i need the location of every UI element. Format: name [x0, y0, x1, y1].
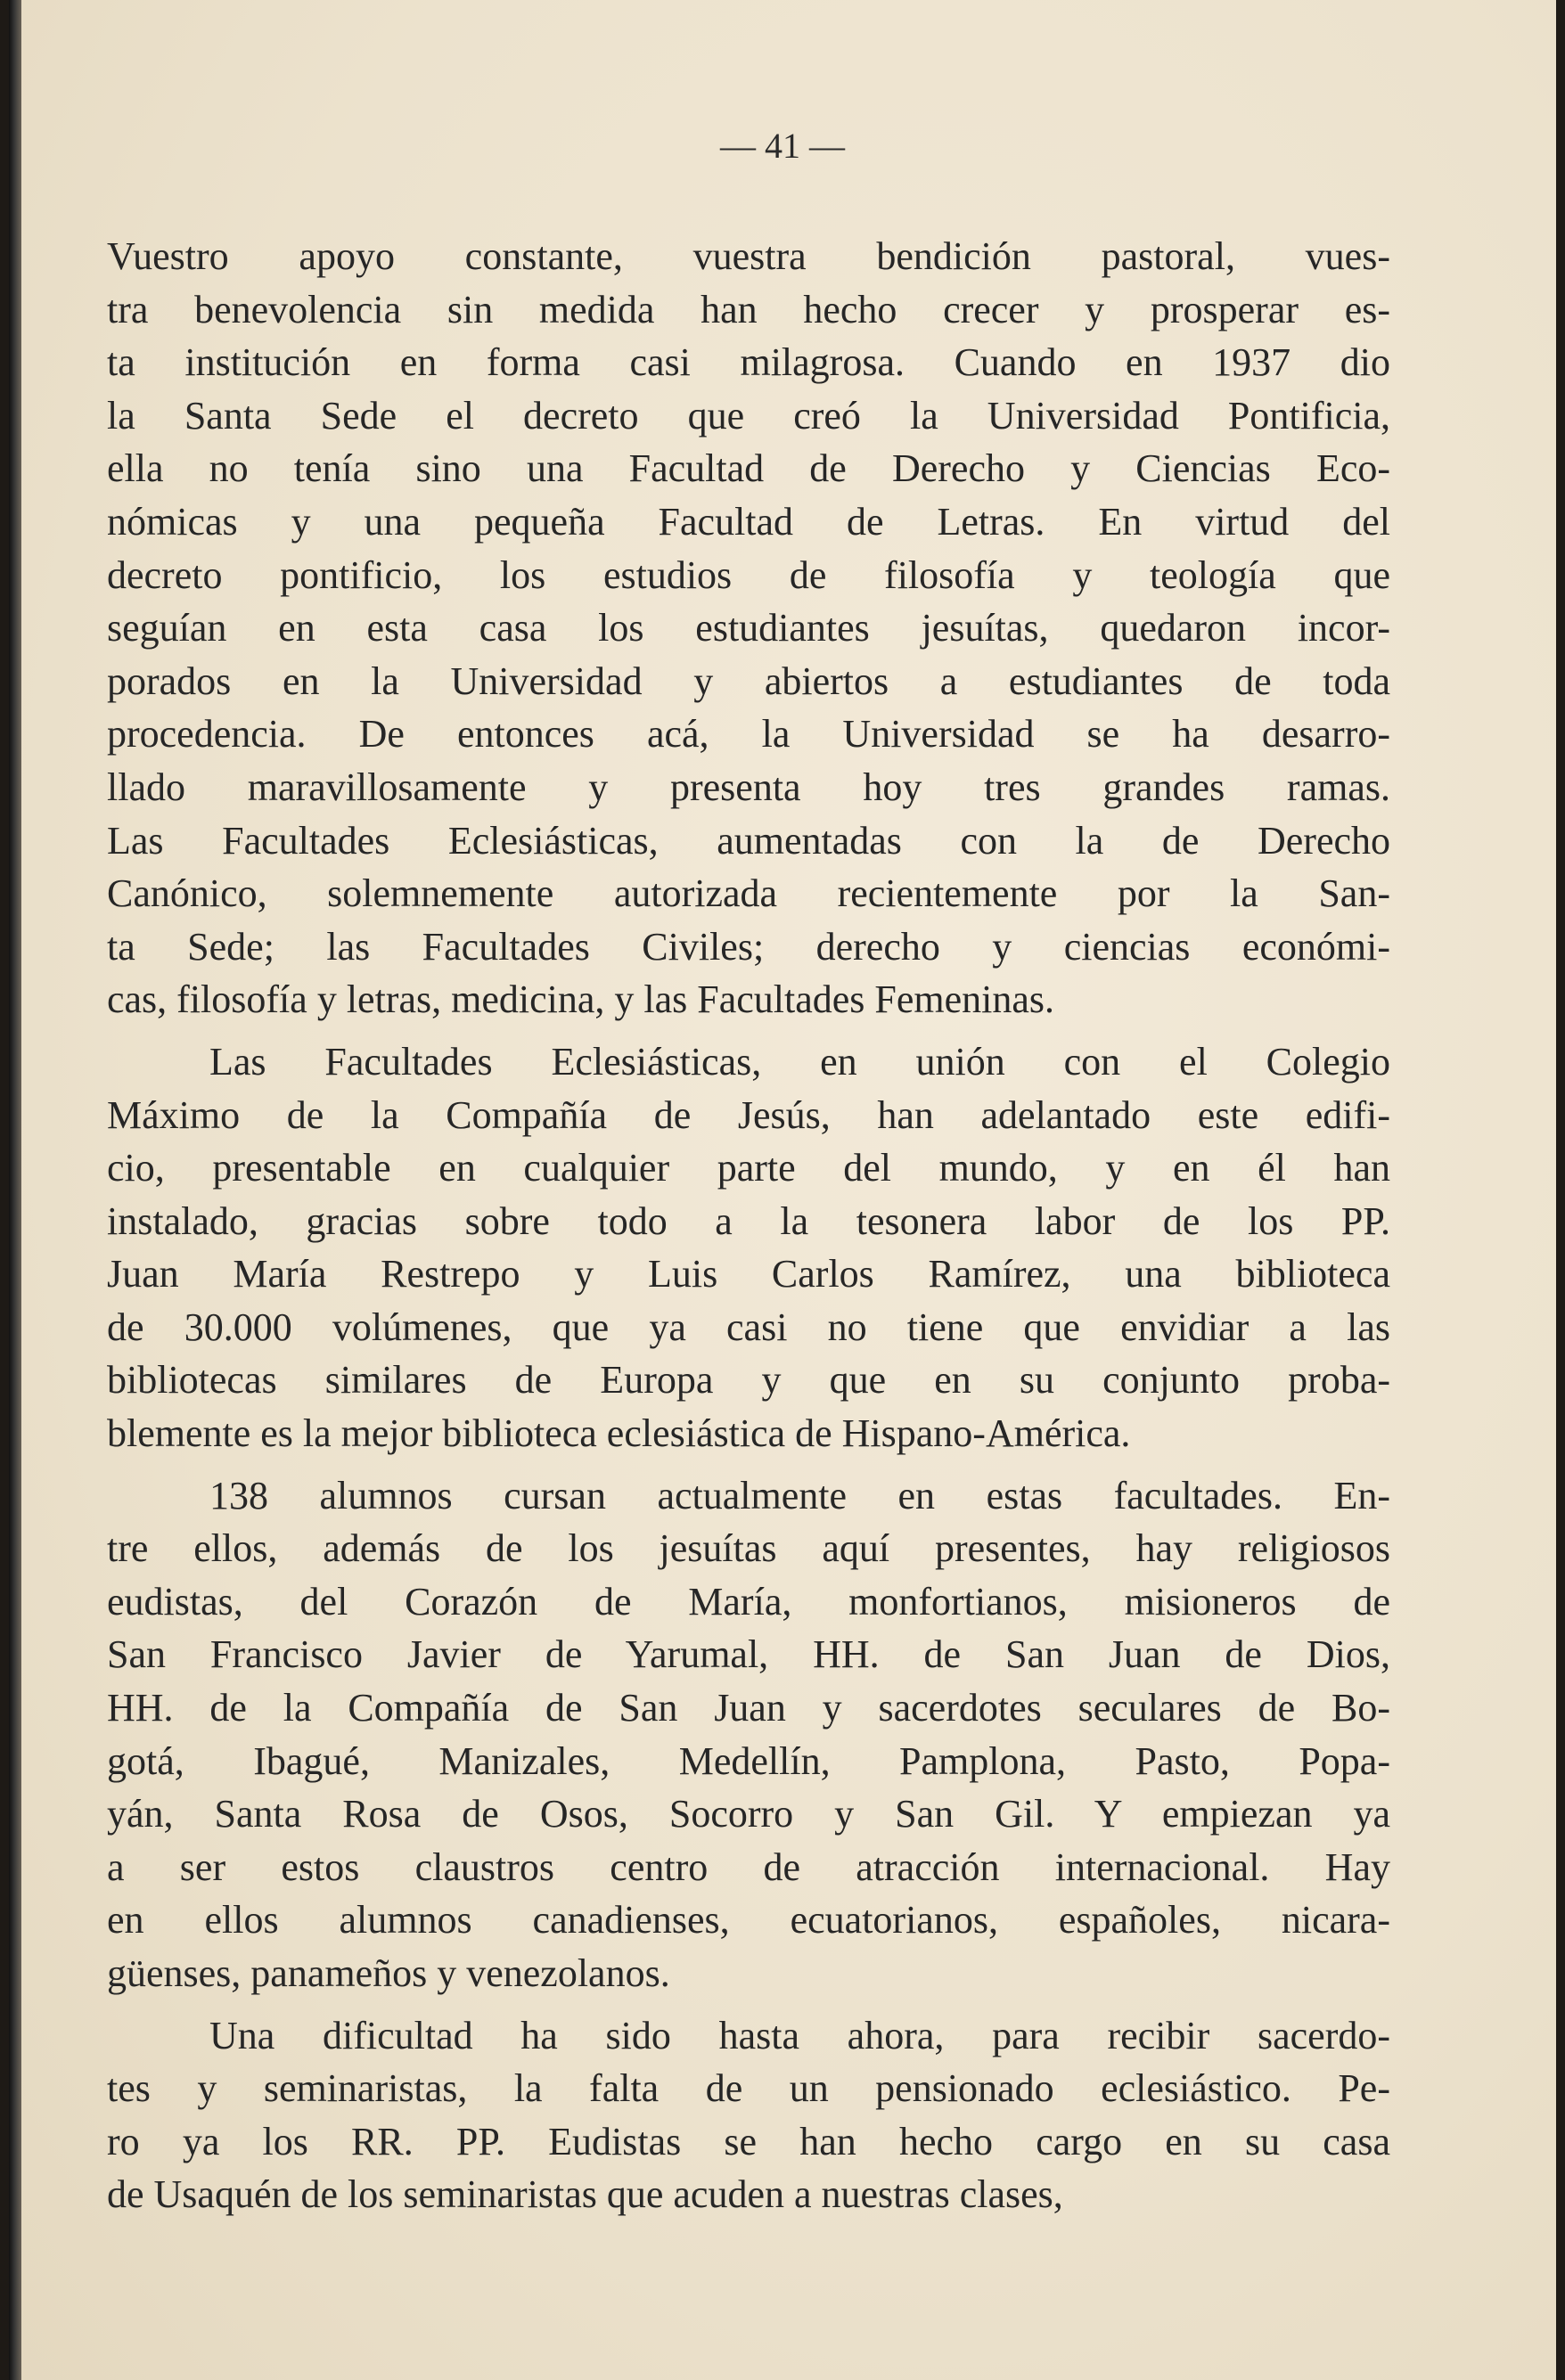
text-line: Una dificultad ha sido hasta ahora, para recibir sacerdo-	[209, 2013, 1390, 2057]
text-line: nómicas y una pequeña Facultad de Letras. En virtud del	[107, 499, 1390, 544]
text-line: a ser estos claustros centro de atracción internacional. Hay	[107, 1844, 1390, 1889]
text-line: tes y seminaristas, la falta de un pensionado eclesiástico. Pe-	[107, 2066, 1390, 2111]
text-line: decreto pontificio, los estudios de filosofía y teología que	[107, 552, 1390, 597]
text-line: instalado, gracias sobre todo a la tesonera labor de los PP.	[107, 1198, 1390, 1243]
text-line: de 30.000 volúmenes, que ya casi no tiene que envidiar a las	[107, 1305, 1390, 1349]
text-line: eudistas, del Corazón de María, monfortianos, misioneros de	[107, 1579, 1390, 1623]
text-line: porados en la Universidad y abiertos a estudiantes de toda	[107, 658, 1390, 703]
paragraph	[107, 1469, 1390, 2000]
body-text	[107, 230, 1390, 2230]
text-line: yán, Santa Rosa de Osos, Socorro y San Gil. Y empiezan ya	[107, 1792, 1390, 1836]
text-line: tra benevolencia sin medida han hecho crecer y prosperar es-	[107, 287, 1390, 331]
text-line: 138 alumnos cursan actualmente en estas facultades. En-	[209, 1473, 1390, 1517]
text-line: Canónico, solemnemente autorizada recientemente por la San-	[107, 871, 1390, 916]
text-line: ella no tenía sino una Facultad de Derecho y Ciencias Eco-	[107, 446, 1390, 491]
text-line: cio, presentable en cualquier parte del mundo, y en él han	[107, 1146, 1390, 1190]
text-line: Juan María Restrepo y Luis Carlos Ramírez, una biblioteca	[107, 1252, 1390, 1296]
text-line: ro ya los RR. PP. Eudistas se han hecho cargo en su casa	[107, 2119, 1390, 2163]
text-line: procedencia. De entonces acá, la Universidad se ha desarro-	[107, 712, 1390, 757]
text-line: güenses, panameños y venezolanos.	[107, 1951, 670, 1995]
text-line: ta Sede; las Facultades Civiles; derecho y ciencias económi-	[107, 924, 1390, 969]
text-line: tre ellos, además de los jesuítas aquí presentes, hay religiosos	[107, 1526, 1390, 1571]
paragraph	[107, 230, 1390, 1026]
text-line: San Francisco Javier de Yarumal, HH. de San Juan de Dios,	[107, 1632, 1390, 1677]
text-line: HH. de la Compañía de San Juan y sacerdotes seculares de Bo-	[107, 1686, 1390, 1730]
text-line: seguían en esta casa los estudiantes jesuítas, quedaron incor-	[107, 606, 1390, 650]
book-page	[9, 0, 1556, 2380]
text-line: Las Facultades Eclesiásticas, en unión con el Colegio	[209, 1039, 1390, 1084]
text-line: ta institución en forma casi milagrosa. Cuando en 1937 dio	[107, 340, 1390, 385]
text-line: gotá, Ibagué, Manizales, Medellín, Pamplona, Pasto, Popa-	[107, 1738, 1390, 1783]
text-line: cas, filosofía y letras, medicina, y las Facultades Femeninas.	[107, 977, 1055, 1022]
page-number: — 41 —	[720, 126, 845, 166]
text-line: en ellos alumnos canadienses, ecuatorianos, españoles, nicara-	[107, 1898, 1390, 1942]
text-line: Las Facultades Eclesiásticas, aumentadas con la de Derecho	[107, 818, 1390, 863]
text-line: bibliotecas similares de Europa y que en su conjunto proba-	[107, 1358, 1390, 1403]
text-line: la Santa Sede el decreto que creó la Universidad Pontificia,	[107, 393, 1390, 438]
text-line: Máximo de la Compañía de Jesús, han adelantado este edifi-	[107, 1092, 1390, 1137]
text-line: llado maravillosamente y presenta hoy tres grandes ramas.	[107, 765, 1390, 809]
paragraph	[107, 1035, 1390, 1460]
text-line: Vuestro apoyo constante, vuestra bendición pastoral, vues-	[107, 234, 1390, 278]
paragraph	[107, 2009, 1390, 2221]
text-line: blemente es la mejor biblioteca eclesiástica de Hispano-América.	[107, 1411, 1131, 1456]
text-line: de Usaquén de los seminaristas que acuden a nuestras clases,	[107, 2172, 1063, 2217]
book-spine-shadow	[9, 0, 21, 2380]
